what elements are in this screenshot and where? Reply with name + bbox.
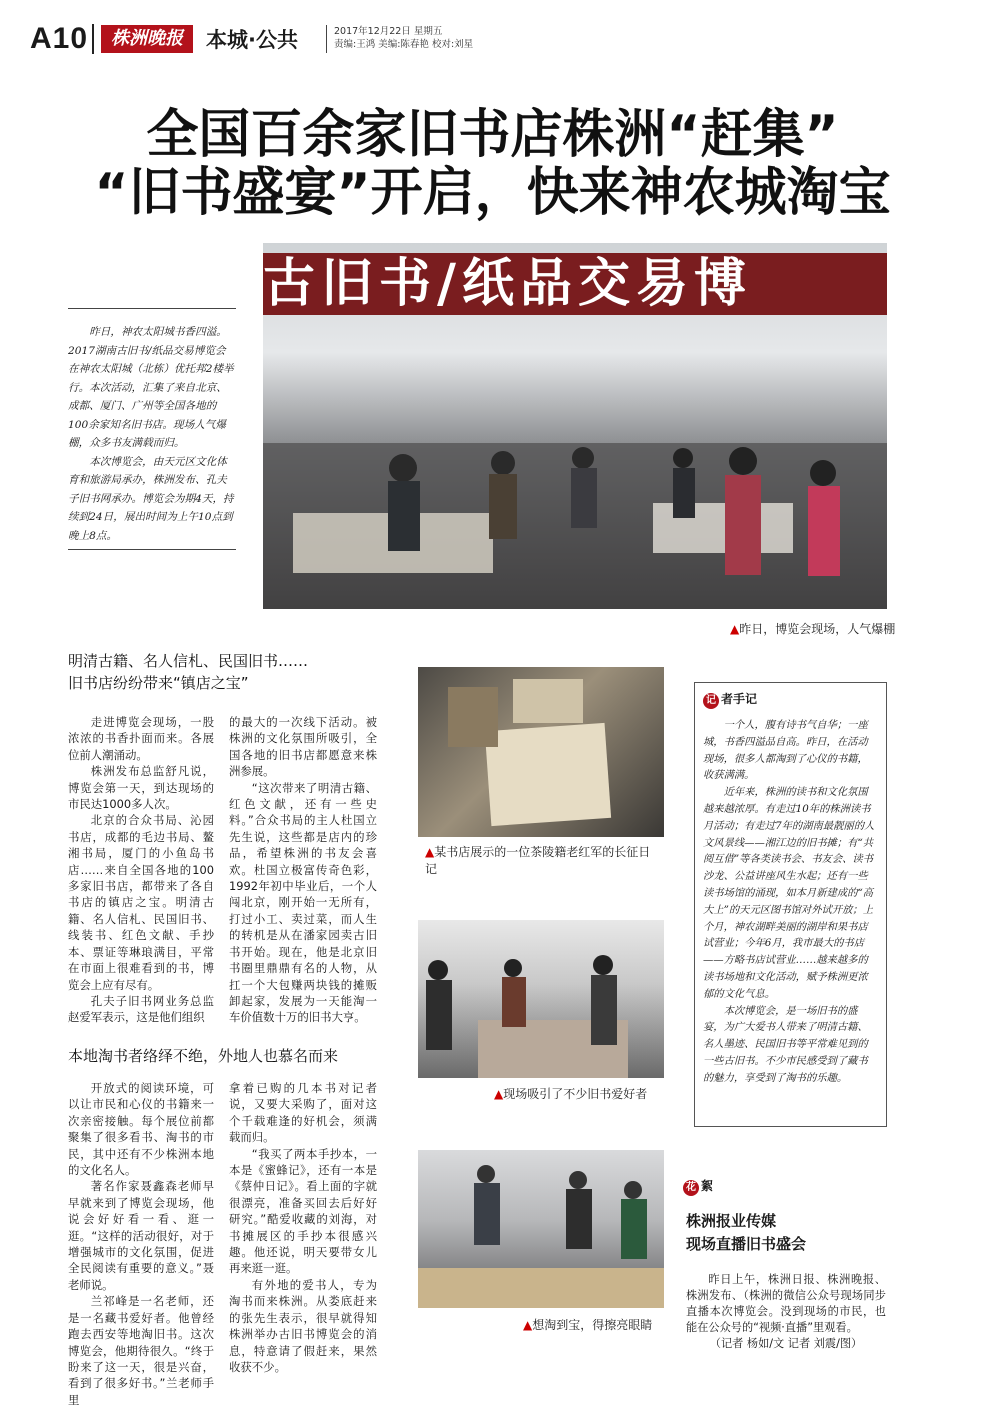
- reporter-note-heading: [703, 690, 757, 709]
- note-title: 者手记: [721, 692, 758, 706]
- section2-col1: [68, 1080, 214, 1408]
- caption-text: 想淘到宝，得擦亮眼睛: [532, 1318, 653, 1332]
- para: 株洲发布总监舒凡说，博览会第一天，到达现场的市民达1000多人次。: [68, 764, 214, 812]
- caption-triangle-icon: ▲: [425, 845, 435, 859]
- photo-caption-2: [494, 1085, 647, 1102]
- caption-text: 某书店展示的一位茶陵籍老红军的长征日记: [425, 845, 651, 876]
- header-divider-2: [326, 25, 327, 53]
- main-photo-caption: [730, 620, 895, 637]
- photo-crowd: [418, 920, 664, 1078]
- caption-triangle-icon: ▲: [523, 1318, 533, 1332]
- note-badge: 记: [703, 693, 719, 709]
- para: 兰祁峰是一名老师，还是一名藏书爱好者。他曾经跑去西安等地淘旧书。这次博览会，他期待很久。“终于盼来了这一天，很是兴奋，看到了很多好书。”兰老师手里: [68, 1294, 214, 1407]
- subhead-line-2: 旧书店纷纷带来“镇店之宝”: [68, 674, 249, 692]
- note-body: [703, 717, 878, 1087]
- para: 拿着已购的几本书对记者说，又要大采购了，面对这个千载难逢的好机会，须满载而归。: [229, 1081, 377, 1145]
- intro-box: [68, 308, 236, 550]
- para: 著名作家聂鑫森老师早早就来到了博览会现场，他说会好好看一看、逛一逛。“这样的活动很好，对于增强城市的文化氛围，促进全民阅读有重要的意义。”聂老师说。: [68, 1179, 214, 1292]
- header-divider: [92, 24, 94, 54]
- note-para: 近年来，株洲的读书和文化氛围越来越浓厚。有走过10年的株洲读书月活动；有走过7年的湖南最靓丽的人文风景线——湘江边的旧书摊；有“共阅互借”等各类读书会、书友会、读书沙龙、公益讲座风生水起；还有一些读书场馆的涌现，如本月新建成的“高大上”的天元区图书馆对外试开放；上个月，神农湖畔美丽的湖岸和果书店试营业；今年6月，我市最大的书店——方略书店试营业……越来越多的读书场地和文化活动，赋予株洲更浓郁的文化气息。: [703, 786, 875, 1000]
- photo-caption-3: [523, 1316, 652, 1333]
- section1-col1: [68, 714, 214, 1026]
- section1-col2: [229, 714, 377, 1026]
- section-title: 本城·公共: [206, 28, 298, 52]
- section2-col2: [229, 1080, 377, 1375]
- sidelight-title-line-2: 现场直播旧书盛会: [686, 1235, 807, 1253]
- section2-subhead: 本地淘书者络绎不绝，外地人也慕名而来: [68, 1047, 339, 1065]
- newspaper-logo: 株洲晚报: [101, 25, 193, 53]
- headline-line-1: 全国百余家旧书店株洲“赶集”: [146, 105, 839, 165]
- intro-para: 本次博览会，由天元区文化体育和旅游局承办，株洲发布、孔夫子旧书网承办。博览会为期4天，持续到24日，展出时间为上午10点到晚上8点。: [68, 455, 234, 542]
- sidelight-para: 昨日上午，株洲日报、株洲晚报、株洲发布、（株洲的微信公众号现场同步直播本次博览会。没到现场的市民，也能在公众号的“视频·直播”里观看。: [686, 1273, 886, 1334]
- sidelight-title-line-1: 株洲报业传媒: [686, 1212, 777, 1230]
- issue-date: 2017年12月22日 星期五: [334, 26, 443, 37]
- section1-subhead: [68, 650, 308, 694]
- para: 孔夫子旧书网业务总监赵爱军表示，这是他们组织: [68, 993, 214, 1025]
- photo-diary: [418, 667, 664, 837]
- para: 的最大的一次线下活动。被株洲的文化氛围所吸引，全国各地的旧书店都愿意来株洲参展。: [229, 715, 377, 779]
- note-para: 一个人，腹有诗书气自华；一座城，书香四溢品自高。昨日，在活动现场，很多人都淘到了心仪的书籍，收获满满。: [703, 719, 868, 782]
- photo-browsing: [418, 1150, 664, 1308]
- para: 走进博览会现场，一股浓浓的书香扑面而来。各展位前人潮涌动。: [68, 715, 214, 762]
- para: 北京的合众书局、沁园书店，成都的毛边书局、鳌湘书局，厦门的小鱼岛书店……来自全国各地的100多家旧书店，都带来了各自书店的镇店之宝。明清古籍、名人信札、民国旧书、线装书、红色文献、手抄本、票证等琳琅满目，平常在市面上很难看到的书，博览会上应有尽有。: [68, 813, 214, 992]
- photo-caption-1: [425, 843, 661, 877]
- crowd-illustration: [263, 243, 887, 609]
- intro-para: 昨日，神农太阳城书香四溢。2017湖南古旧书/纸品交易博览会在神农太阳城（北栋）优托邦2楼举行。本次活动，汇集了来自北京、成都、厦门、广州等全国各地的100余家知名旧书店。现场人气爆棚，众多书友满载而归。: [68, 326, 234, 449]
- crowd-illustration: [418, 920, 664, 1078]
- sidelight-heading: [683, 1177, 713, 1196]
- photo-banner-text: 古旧书/纸品交易博: [263, 253, 887, 315]
- caption-text: 昨日，博览会现场，人气爆棚: [739, 622, 896, 636]
- header-meta: [334, 25, 473, 51]
- para: “这次带来了明清古籍、红色文献，还有一些史料。”合众书局的主人杜国立先生说，这些都是店内的珍品，希望株洲的书友会喜欢。杜国立极富传奇色彩，1992年初中毕业后，一个人闯北京，刚开始一无所有，打过小工、卖过菜，而人生的转机是从在潘家园卖古旧书开始。现在，他是北京旧书圈里鼎鼎有名的人物，从扛一个大包赚两块钱的摊贩卸起家，发展为一天能淘一车价值数十万的旧书大亨。: [229, 780, 377, 1025]
- editor-credits: 责编:王鸿 美编:陈春艳 校对:刘星: [334, 39, 474, 50]
- caption-text: 现场吸引了不少旧书爱好者: [503, 1087, 648, 1101]
- sidelight-title: [686, 1210, 806, 1256]
- page-number: A10: [30, 22, 89, 55]
- sidelight-label: 絮: [701, 1179, 714, 1193]
- sidelight-body: [686, 1272, 886, 1352]
- caption-triangle-icon: ▲: [730, 622, 740, 636]
- para: 有外地的爱书人，专为淘书而来株洲。从娄底赶来的张先生表示，很早就得知株洲举办古旧书博览会的消息，特意请了假赶来，果然收获不少。: [229, 1277, 377, 1374]
- caption-triangle-icon: ▲: [494, 1087, 504, 1101]
- reporter-note-box: [694, 682, 887, 1127]
- subhead-line-1: 明清古籍、名人信札、民国旧书……: [68, 652, 309, 670]
- diary-illustration: [418, 667, 664, 837]
- para: “我买了两本手抄本，一本是《蜜蜂记》，还有一本是《蔡仲日记》。看上面的字就很漂亮，准备买回去后好好研究。”酷爱收藏的刘海，对书摊展区的手抄本很感兴趣。他还说，明天要带女儿再来逛一逛。: [229, 1146, 377, 1276]
- note-para: 本次博览会，是一场旧书的盛宴，为广大爱书人带来了明清古籍、名人墨迹、民国旧书等平常难见到的一些古旧书。不少市民感受到了藏书的魅力，享受到了淘书的乐趣。: [703, 1004, 868, 1084]
- headline-line-2: “旧书盛宴”开启，快来神农城淘宝: [94, 163, 891, 223]
- sidelight-badge: 花: [683, 1180, 699, 1196]
- browsing-illustration: [418, 1150, 664, 1308]
- para: 开放式的阅读环境，可以让市民和心仪的书籍来一次亲密接触。每个展位前都聚集了很多看书、淘书的市民，其中还有不少株洲本地的文化名人。: [68, 1081, 214, 1178]
- sidelight-credit: （记者 杨如/文 记者 刘震/图）: [709, 1337, 863, 1350]
- main-photo: [263, 243, 887, 609]
